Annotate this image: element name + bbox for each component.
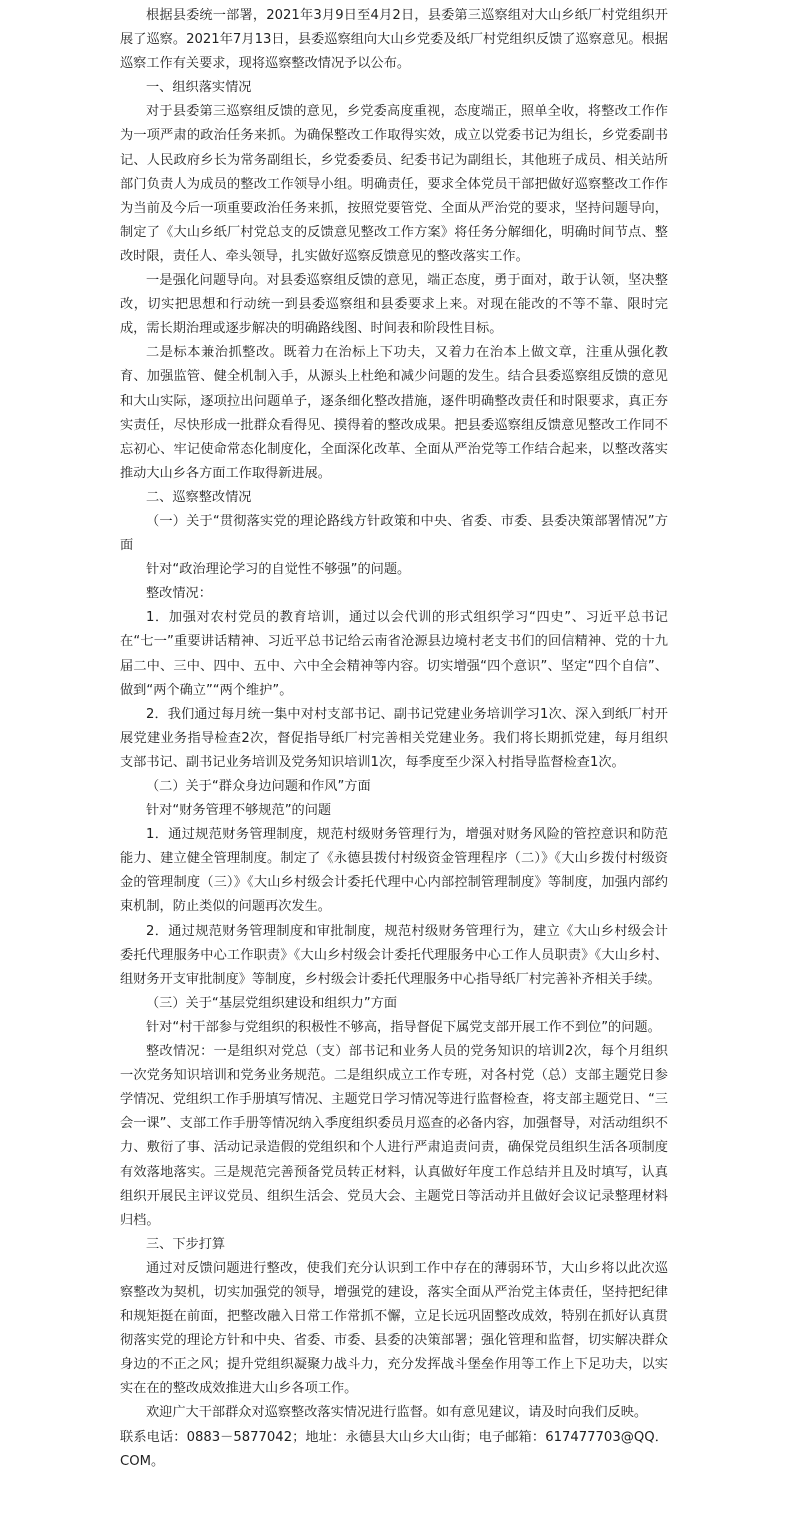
numbered-item: 2．通过规范财务管理制度和审批制度，规范村级财务管理行为，建立《大山乡村级会计委托代理服务中心工作职责》《大山乡村级会计委托代理服务中心工作人员职责》《大山乡村、组财务开支审批制度》等制度，乡村级会计委托代理服务中心指导纸厂村完善补齐相关手续。 [120,923,668,987]
body-paragraph: 对于县委第三巡察组反馈的意见，乡党委高度重视，态度端正，照单全收，将整改工作作为一项严肃的政治任务来抓。为确保整改工作取得实效，成立以党委书记为组长，乡党委副书记、人民政府乡长为常务副组长，乡党委委员、纪委书记为副组长，其他班子成员、相关站所部门负责人为成员的整改工作领导小组。明确责任，要求全体党员干部把做好巡察整改工作作为当前及今后一项重要政治任务来抓，按照党要管党、全面从严治党的要求，坚持问题导向，制定了《大山乡纸厂村党总支的反馈意见整改工作方案》将任务分解细化，明确时间节点、整改时限，责任人、牵头领导，扎实做好巡察反馈意见的整改落实工作。 [120,104,668,264]
intro-paragraph: 根据县委统一部署，2021年3月9日至4月2日，县委第三巡察组对大山乡纸厂村党组织开展了巡察。2021年7月13日，县委巡察组向大山乡党委及纸厂村党组织反馈了巡察意见。根据巡察工作有关要求，现将巡察整改情况予以公布。 [120,8,668,72]
numbered-item: 1．通过规范财务管理制度，规范村级财务管理行为，增强对财务风险的管控意识和防范能力、建立健全管理制度。制定了《永德县拨付村级资金管理程序（二）》《大山乡拨付村级资金的管理制度（三）》《大山乡村级会计委托代理中心内部控制管理制度》等制度，加强内部约束机制，防止类似的问题再次发生。 [120,827,668,915]
body-paragraph: 通过对反馈问题进行整改，使我们充分认识到工作中存在的薄弱环节，大山乡将以此次巡察整改为契机，切实加强党的领导，增强党的建设，落实全面从严治党主体责任，坚持把纪律和规矩挺在前面，把整改融入日常工作常抓不懈，立足长远巩固整改成效，特别在抓好认真贯彻落实党的理论方针和中央、省委、市委、县委的决策部署；强化管理和监督，切实解决群众身边的不正之风；提升党组织凝聚力战斗力，充分发挥战斗堡垒作用等工作上下足功夫，以实实在在的整改成效推进大山乡各项工作。 [120,1260,668,1397]
closing-paragraph: 欢迎广大干部群众对巡察整改落实情况进行监督。如有意见建议，请及时向我们反映。 [146,1405,648,1421]
issue-statement: 针对“政治理论学习的自觉性不够强”的问题。 [146,562,411,578]
section-heading: 一、组织落实情况 [146,80,252,96]
subsection-heading: （一）关于“贯彻落实党的理论路线方针政策和中央、省委、市委、县委决策部署情况”方面 [120,513,668,554]
body-paragraph: 整改情况：一是组织对党总（支）部书记和业务人员的党务知识的培训2次，每个月组织一次党务知识培训和党务业务规范。二是组织成立工作专班，对各村党（总）支部主题党日参学情况、党组织工作手册填写情况、主题党日学习情况等进行监督检查，将支部主题党日、“三会一课”、支部工作手册等情况纳入季度组织委员月巡查的必备内容，加强督导，对活动组织不力、敷衍了事、活动记录造假的党组织和个人进行严肃追责问责，确保党员组织生活各项制度有效落地落实。三是规范完善预备党员转正材料，认真做好年度工作总结并且及时填写，认真组织开展民主评议党员、组织生活会、党员大会、主题党日等活动并且做好会议记录整理材料归档。 [120,1044,668,1228]
numbered-item: 1．加强对农村党员的教育培训，通过以会代训的形式组织学习“四史”、习近平总书记在“七一”重要讲话精神、习近平总书记给云南省沧源县边境村老支书们的回信精神、党的十九届二中、三中、四中、五中、六中全会精神等内容。切实增强“四个意识”、坚定“四个自信”、做到“两个确立”“两个维护”。 [120,610,668,698]
issue-statement: 针对“财务管理不够规范”的问题 [146,803,332,819]
rectification-label: 整改情况： [146,586,212,602]
issue-statement: 针对“村干部参与党组织的积极性不够高，指导督促下属党支部开展工作不到位”的问题。 [146,1019,661,1035]
body-paragraph: 一是强化问题导向。对县委巡察组反馈的意见，端正态度，勇于面对，敢于认领，坚决整改，切实把思想和行动统一到县委巡察组和县委要求上来。对现在能改的不等不靠、限时完成，需长期治理或逐步解决的明确路线图、时间表和阶段性目标。 [120,273,668,337]
body-paragraph: 二是标本兼治抓整改。既着力在治标上下功夫，又着力在治本上做文章，注重从强化教育、加强监管、健全机制入手，从源头上杜绝和减少问题的发生。结合县委巡察组反馈的意见和大山实际，逐项拉出问题单子，逐条细化整改措施，逐件明确整改责任和时限要求，真正夯实责任，尽快形成一批群众看得见、摸得着的整改成果。把县委巡察组反馈意见整改工作同不忘初心、牢记使命常态化制度化，全面深化改革、全面从严治党等工作结合起来，以整改落实推动大山乡各方面工作取得新进展。 [120,345,668,481]
numbered-item: 2．我们通过每月统一集中对村支部书记、副书记党建业务培训学习1次、深入到纸厂村开展党建业务指导检查2次，督促指导纸厂村完善相关党建业务。我们将长期抓党建，每月组织支部书记、副书记业务培训及党务知识培训1次，每季度至少深入村指导监督检查1次。 [120,706,668,770]
section-heading: 二、巡察整改情况 [146,489,252,505]
subsection-heading: （二）关于“群众身边问题和作风”方面 [146,779,371,794]
contact-info: 联系电话：0883－5877042；地址：永德县大山乡大山街；电子邮箱：617477703@QQ．COM。 [120,1429,668,1469]
section-heading: 三、下步打算 [146,1236,226,1252]
subsection-heading: （三）关于“基层党组织建设和组织力”方面 [146,995,398,1011]
